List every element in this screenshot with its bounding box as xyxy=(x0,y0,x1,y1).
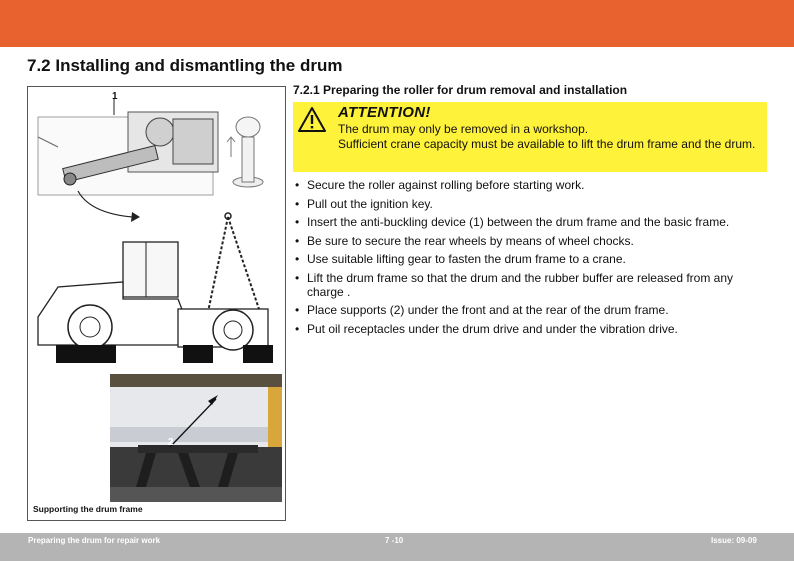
footer-bar xyxy=(0,533,794,561)
figure-panel xyxy=(27,86,286,521)
attention-line-1: The drum may only be removed in a workshop. xyxy=(338,122,589,136)
attention-line-2: Sufficient crane capacity must be available to lift the drum frame and the drum. xyxy=(338,137,756,151)
anti-buckling-detail xyxy=(38,99,218,222)
list-item: • Use suitable lifting gear to fasten the drum frame to a crane. xyxy=(293,252,773,266)
device-icon xyxy=(227,117,263,187)
footer-section-title: Preparing the drum for repair work xyxy=(28,536,161,545)
list-item: • Be sure to secure the rear wheels by means of wheel chocks. xyxy=(293,234,773,248)
callout-1: 1 xyxy=(112,91,118,102)
list-item: • Insert the anti-buckling device (1) between the drum frame and the basic frame. xyxy=(293,215,773,229)
page-title: 7.2 Installing and dismantling the drum xyxy=(27,56,343,75)
list-item: • Put oil receptacles under the drum drive and under the vibration drive. xyxy=(293,322,773,336)
section-heading: 7.2.1 Preparing the roller for drum removal and installation xyxy=(293,83,628,97)
page-number: 7 -10 xyxy=(385,536,404,545)
list-item: • Secure the roller against rolling before starting work. xyxy=(293,178,773,192)
issue-date: Issue: 09-09 xyxy=(711,536,757,545)
step-list xyxy=(293,178,773,336)
callout-2: 2 xyxy=(168,437,174,448)
support-photo xyxy=(110,374,282,502)
roller-illustration xyxy=(28,87,285,520)
crane-chain xyxy=(208,213,260,312)
list-item: • Pull out the ignition key. xyxy=(293,197,773,211)
header-bar xyxy=(0,0,794,47)
attention-box xyxy=(293,102,767,172)
warning-icon xyxy=(297,106,327,133)
list-item: • Place supports (2) under the front and at the rear of the drum frame. xyxy=(293,303,773,317)
figure-caption: Supporting the drum frame xyxy=(33,504,143,514)
attention-title: ATTENTION! xyxy=(338,104,431,121)
roller-drawing xyxy=(38,242,273,363)
list-item: • Lift the drum frame so that the drum and the rubber buffer are released from any charge . xyxy=(293,271,773,299)
content-column xyxy=(293,83,773,340)
